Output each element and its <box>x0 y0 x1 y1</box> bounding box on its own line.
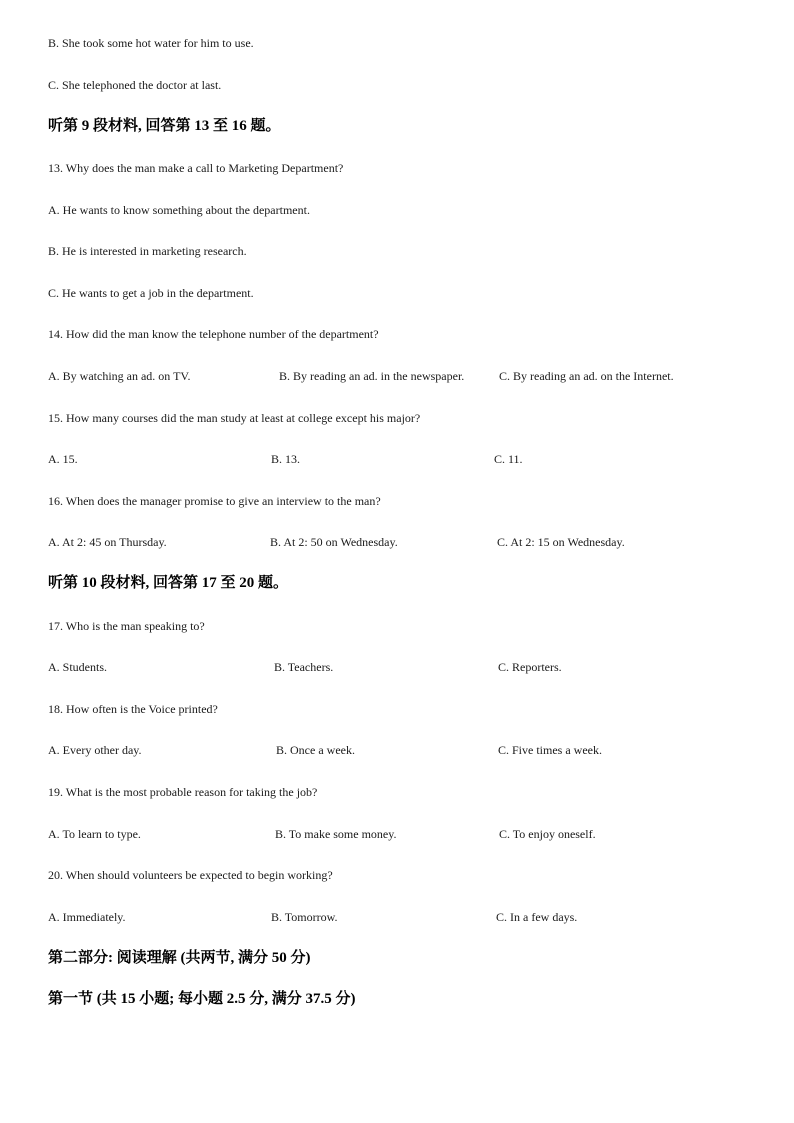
q14-option-b: B. By reading an ad. in the newspaper. <box>279 369 465 383</box>
q17-option-b: B. Teachers. <box>274 660 334 674</box>
part-two-section-one-heading: 第一节 (共 15 小题; 每小题 2.5 分, 满分 37.5 分) <box>48 991 356 1007</box>
question-13: 13. Why does the man make a call to Marketing Department? <box>48 161 344 175</box>
q20-option-a: A. Immediately. <box>48 910 126 924</box>
section-heading-10: 听第 10 段材料, 回答第 17 至 20 题。 <box>48 575 289 591</box>
q20-option-c: C. In a few days. <box>496 910 578 924</box>
q17-option-a: A. Students. <box>48 660 108 674</box>
question-14: 14. How did the man know the telephone number of the department? <box>48 327 379 341</box>
q20-option-b: B. Tomorrow. <box>271 910 338 924</box>
q17-option-c: C. Reporters. <box>498 660 562 674</box>
option-line-c: C. She telephoned the doctor at last. <box>48 78 222 92</box>
q18-option-b: B. Once a week. <box>276 743 355 757</box>
q13-option-a: A. He wants to know something about the department. <box>48 203 310 217</box>
part-two-heading: 第二部分: 阅读理解 (共两节, 满分 50 分) <box>48 950 311 966</box>
q14-option-a: A. By watching an ad. on TV. <box>48 369 191 383</box>
q18-option-c: C. Five times a week. <box>498 743 602 757</box>
q14-option-c: C. By reading an ad. on the Internet. <box>499 369 674 383</box>
q16-option-c: C. At 2: 15 on Wednesday. <box>497 535 625 549</box>
q15-option-c: C. 11. <box>494 452 523 466</box>
q19-option-b: B. To make some money. <box>275 827 397 841</box>
option-line-b: B. She took some hot water for him to use. <box>48 36 254 50</box>
q16-option-b: B. At 2: 50 on Wednesday. <box>270 535 398 549</box>
q16-option-a: A. At 2: 45 on Thursday. <box>48 535 167 549</box>
question-18: 18. How often is the Voice printed? <box>48 702 218 716</box>
question-20: 20. When should volunteers be expected to begin working? <box>48 868 333 882</box>
question-19: 19. What is the most probable reason for taking the job? <box>48 785 318 799</box>
question-16: 16. When does the manager promise to give an interview to the man? <box>48 494 381 508</box>
q19-option-a: A. To learn to type. <box>48 827 141 841</box>
q19-option-c: C. To enjoy oneself. <box>499 827 596 841</box>
question-15: 15. How many courses did the man study at least at college except his major? <box>48 411 421 425</box>
q15-option-b: B. 13. <box>271 452 301 466</box>
q15-option-a: A. 15. <box>48 452 78 466</box>
question-17: 17. Who is the man speaking to? <box>48 619 205 633</box>
q13-option-c: C. He wants to get a job in the department. <box>48 286 254 300</box>
section-heading-9: 听第 9 段材料, 回答第 13 至 16 题。 <box>48 118 281 134</box>
q18-option-a: A. Every other day. <box>48 743 142 757</box>
q13-option-b: B. He is interested in marketing research. <box>48 244 247 258</box>
